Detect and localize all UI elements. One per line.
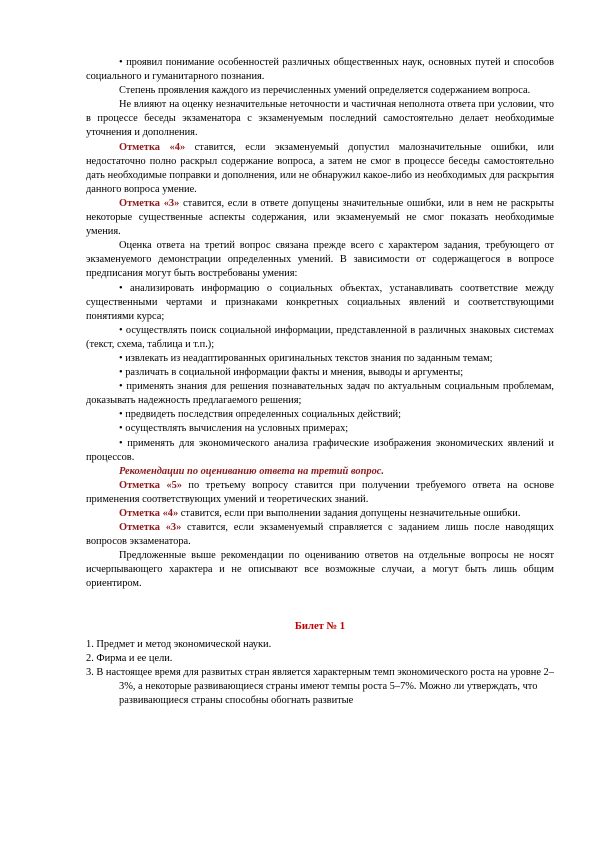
paragraph-text: Оценка ответа на третий вопрос связана прежде всего с характером задания, требующего от экзаменуемого демонстрации определенных умений. В зависимости от содержащегося в вопросе предписания могут быть востребованы умения: [86, 240, 554, 280]
paragraph [86, 422, 554, 436]
paragraph-text: ставится, если в ответе допущены значительные ошибки, или в нем не раскрыты некоторые существенные аспекты содержания, или экзаменуемый не смог показать необходимые умения. [86, 197, 554, 238]
paragraph [86, 84, 554, 98]
paragraph [86, 239, 554, 281]
paragraph [86, 352, 554, 366]
paragraph-text: Не влияют на оценку незначительные неточности и частичная неполнота ответа при условии, что в процессе беседы экзаменатора с экзаменуемым последний самостоятельно делает необходимые уточнения и дополнения. [86, 99, 554, 139]
grade-label: Отметка «3» [119, 197, 180, 209]
paragraph-text: • осуществлять поиск социальной информации, представленной в различных знаковых системах (текст, схема, таблица и т.п.); [86, 324, 554, 350]
paragraph-text: • проявил понимание особенностей различных общественных наук, основных путей и способов социального и гуманитарного познания. [86, 57, 554, 83]
paragraph [86, 479, 554, 507]
ticket-questions [86, 638, 554, 708]
paragraph-text: Степень проявления каждого из перечисленных умений определяется содержанием вопроса. [119, 85, 531, 97]
grade-label: Отметка «4» [119, 141, 186, 153]
paragraph-text: ставится, если экзаменуемый справляется с заданием лишь после наводящих вопросов экзаменатора. [86, 522, 554, 548]
paragraph [86, 507, 554, 521]
paragraph [86, 282, 554, 324]
ticket-title: Билет № 1 [294, 620, 346, 632]
paragraph-text: ставится, если экзаменуемый допустил малозначительные ошибки, или недостаточно полно раскрыл содержание вопроса, а затем не смог в процессе беседы самостоятельно дать необходимые поправки и дополнения, или не обнаружил какое-либо из необходимых для раскрытия данного вопроса умение. [86, 141, 554, 195]
paragraph [86, 98, 554, 140]
paragraph [86, 324, 554, 352]
paragraph [86, 549, 554, 591]
paragraph-text: • применять для экономического анализа графические изображения экономических явлений и процессов. [86, 437, 554, 463]
paragraph [86, 521, 554, 549]
ticket-question: 3. В настоящее время для развитых стран является характерным темп экономического роста на уровне 2–3%, а некоторые развивающиеся страны имеют темпы роста 5–7%. Можно ли утверждать, что развивающиеся страны способны обогнать развитые [86, 666, 554, 707]
paragraph [86, 56, 554, 84]
paragraph-text: • различать в социальной информации факты и мнения, выводы и аргументы; [119, 367, 464, 379]
grade-label: Отметка «3» [119, 522, 182, 534]
paragraph [86, 408, 554, 422]
section-gap [86, 592, 554, 620]
paragraph-list [86, 56, 554, 592]
paragraph-text: • анализировать информацию о социальных объектах, устанавливать соответствие между существенными чертами и признаками конкретных социальных явлений и соответствующими понятиями курса; [86, 282, 554, 322]
ticket-question: 1. Предмет и метод экономической науки. [86, 638, 272, 650]
paragraph [86, 380, 554, 408]
paragraph-text: • применять знания для решения познавательных задач по актуальным социальным проблемам, доказывать надежность предлагаемого решения; [86, 381, 554, 407]
paragraph [86, 366, 554, 380]
ticket-question: 2. Фирма и ее цели. [86, 652, 173, 664]
paragraph-text: • извлекать из неадаптированных оригинальных текстов знания по заданным темам; [119, 352, 493, 364]
paragraph-text: по третьему вопросу ставится при получении требуемого ответа на основе применения соответствующих умений и теоретических знаний. [86, 479, 554, 505]
paragraph [86, 141, 554, 197]
paragraph-text: • осуществлять вычисления на условных примерах; [119, 423, 349, 435]
paragraph [86, 437, 554, 465]
grade-label: Отметка «5» [119, 479, 183, 491]
paragraph-text: Предложенные выше рекомендации по оцениванию ответов на отдельные вопросы не носят исчерпывающего характера и не описывают все возможные случаи, а могут быть лишь общим ориентиром. [86, 550, 554, 590]
paragraph [86, 197, 554, 239]
grade-label: Отметка «4» [119, 508, 179, 519]
paragraph-text: • предвидеть последствия определенных социальных действий; [119, 409, 401, 421]
document-body [86, 56, 554, 708]
recommendation-heading: Рекомендации по оцениванию ответа на третий вопрос. [119, 465, 385, 477]
paragraph-text: ставится, если при выполнении задания допущены незначительные ошибки. [178, 508, 521, 519]
